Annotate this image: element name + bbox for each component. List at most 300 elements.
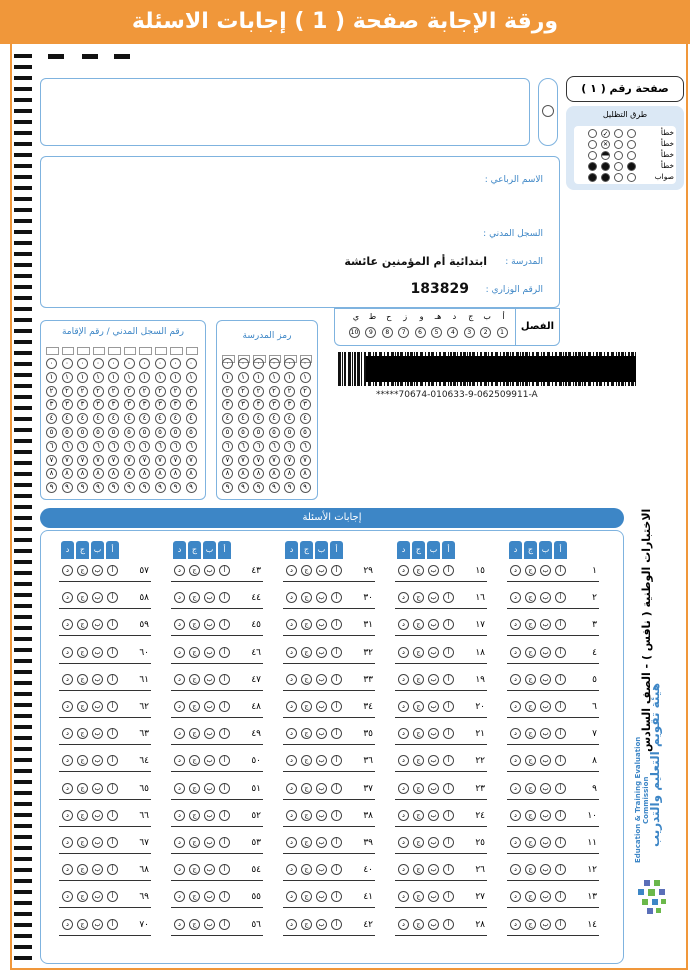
answer-bubble[interactable]: ب: [540, 919, 551, 930]
digit-bubble[interactable]: ٣: [238, 399, 249, 410]
answer-bubble[interactable]: ب: [540, 891, 551, 902]
digit-bubble[interactable]: ٩: [93, 482, 104, 493]
class-bubble[interactable]: 1: [497, 327, 508, 338]
digit-bubble[interactable]: ٥: [222, 427, 233, 438]
digit-bubble[interactable]: ٣: [170, 399, 181, 410]
class-bubble[interactable]: 2: [480, 327, 491, 338]
digit-bubble[interactable]: ٦: [62, 441, 73, 452]
digit-bubble[interactable]: ٢: [155, 386, 166, 397]
digit-bubble[interactable]: ٤: [269, 413, 280, 424]
answer-bubble[interactable]: ج: [301, 565, 312, 576]
digit-bubble[interactable]: ٣: [46, 399, 57, 410]
answer-bubble[interactable]: ب: [204, 701, 215, 712]
answer-bubble[interactable]: ب: [428, 619, 439, 630]
digit-bubble[interactable]: ٨: [77, 468, 88, 479]
digit-bubble[interactable]: ٣: [155, 399, 166, 410]
digit-bubble[interactable]: ٥: [300, 427, 311, 438]
digit-bubble[interactable]: ٢: [284, 386, 295, 397]
digit-bubble[interactable]: ٠: [46, 358, 57, 369]
digit-bubble[interactable]: ٣: [124, 399, 135, 410]
answer-bubble[interactable]: أ: [443, 674, 454, 685]
digit-bubble[interactable]: ٠: [300, 358, 311, 369]
digit-bubble[interactable]: ٩: [46, 482, 57, 493]
digit-bubble[interactable]: ١: [238, 372, 249, 383]
answer-bubble[interactable]: د: [510, 919, 521, 930]
answer-bubble[interactable]: ب: [540, 701, 551, 712]
answer-bubble[interactable]: أ: [443, 647, 454, 658]
answer-bubble[interactable]: ج: [77, 919, 88, 930]
answer-bubble[interactable]: أ: [107, 592, 118, 603]
digit-bubble[interactable]: ٠: [222, 358, 233, 369]
answer-bubble[interactable]: أ: [555, 565, 566, 576]
digit-bubble[interactable]: ٨: [108, 468, 119, 479]
answer-bubble[interactable]: ب: [428, 565, 439, 576]
answer-bubble[interactable]: ج: [301, 674, 312, 685]
answer-bubble[interactable]: ج: [77, 783, 88, 794]
answer-bubble[interactable]: ج: [525, 674, 536, 685]
answer-bubble[interactable]: د: [510, 674, 521, 685]
answer-bubble[interactable]: ب: [428, 810, 439, 821]
digit-bubble[interactable]: ٥: [238, 427, 249, 438]
answer-bubble[interactable]: د: [286, 837, 297, 848]
answer-bubble[interactable]: ج: [301, 647, 312, 658]
answer-bubble[interactable]: د: [286, 592, 297, 603]
digit-bubble[interactable]: ٥: [170, 427, 181, 438]
answer-bubble[interactable]: أ: [107, 837, 118, 848]
digit-bubble[interactable]: ٦: [77, 441, 88, 452]
answer-bubble[interactable]: د: [286, 891, 297, 902]
answer-bubble[interactable]: ج: [189, 619, 200, 630]
answer-bubble[interactable]: د: [174, 837, 185, 848]
answer-bubble[interactable]: ب: [540, 565, 551, 576]
answer-bubble[interactable]: ج: [189, 810, 200, 821]
digit-bubble[interactable]: ٠: [77, 358, 88, 369]
answer-bubble[interactable]: أ: [443, 619, 454, 630]
digit-bubble[interactable]: ٨: [170, 468, 181, 479]
answer-bubble[interactable]: ب: [428, 647, 439, 658]
answer-bubble[interactable]: أ: [555, 864, 566, 875]
answer-bubble[interactable]: ج: [189, 891, 200, 902]
answer-bubble[interactable]: ج: [413, 619, 424, 630]
digit-bubble[interactable]: ٢: [139, 386, 150, 397]
digit-bubble[interactable]: ٣: [186, 399, 197, 410]
answer-bubble[interactable]: أ: [443, 701, 454, 712]
digit-bubble[interactable]: ٦: [253, 441, 264, 452]
answer-bubble[interactable]: ب: [92, 783, 103, 794]
answer-bubble[interactable]: ب: [540, 592, 551, 603]
answer-bubble[interactable]: د: [62, 701, 73, 712]
digit-bubble[interactable]: ٠: [253, 358, 264, 369]
digit-bubble[interactable]: ٩: [238, 482, 249, 493]
answer-bubble[interactable]: أ: [555, 783, 566, 794]
answer-bubble[interactable]: ب: [316, 647, 327, 658]
digit-bubble[interactable]: ٣: [139, 399, 150, 410]
answer-bubble[interactable]: ب: [204, 810, 215, 821]
answer-bubble[interactable]: ج: [525, 783, 536, 794]
answer-bubble[interactable]: ج: [525, 647, 536, 658]
digit-write-box[interactable]: [186, 347, 199, 355]
answer-bubble[interactable]: د: [510, 783, 521, 794]
answer-bubble[interactable]: ب: [204, 674, 215, 685]
digit-bubble[interactable]: ٨: [300, 468, 311, 479]
answer-bubble[interactable]: أ: [331, 755, 342, 766]
answer-bubble[interactable]: د: [62, 891, 73, 902]
answer-bubble[interactable]: ب: [316, 701, 327, 712]
answer-bubble[interactable]: ج: [413, 810, 424, 821]
digit-bubble[interactable]: ١: [222, 372, 233, 383]
answer-bubble[interactable]: ب: [204, 619, 215, 630]
answer-bubble[interactable]: د: [398, 647, 409, 658]
answer-bubble[interactable]: أ: [219, 619, 230, 630]
answer-bubble[interactable]: أ: [443, 837, 454, 848]
answer-bubble[interactable]: د: [62, 565, 73, 576]
digit-bubble[interactable]: ٥: [269, 427, 280, 438]
digit-bubble[interactable]: ٢: [300, 386, 311, 397]
digit-bubble[interactable]: ٢: [124, 386, 135, 397]
digit-bubble[interactable]: ٢: [269, 386, 280, 397]
answer-bubble[interactable]: أ: [107, 864, 118, 875]
answer-bubble[interactable]: ج: [301, 755, 312, 766]
digit-bubble[interactable]: ٢: [186, 386, 197, 397]
answer-bubble[interactable]: ج: [189, 647, 200, 658]
answer-bubble[interactable]: د: [62, 919, 73, 930]
answer-bubble[interactable]: د: [62, 728, 73, 739]
digit-bubble[interactable]: ٥: [139, 427, 150, 438]
answer-bubble[interactable]: ب: [428, 674, 439, 685]
digit-bubble[interactable]: ٠: [62, 358, 73, 369]
answer-bubble[interactable]: ب: [92, 810, 103, 821]
digit-bubble[interactable]: ٠: [155, 358, 166, 369]
digit-bubble[interactable]: ٩: [284, 482, 295, 493]
answer-bubble[interactable]: ب: [316, 783, 327, 794]
answer-bubble[interactable]: د: [286, 674, 297, 685]
digit-bubble[interactable]: ٠: [124, 358, 135, 369]
digit-bubble[interactable]: ٨: [269, 468, 280, 479]
answer-bubble[interactable]: د: [62, 674, 73, 685]
answer-bubble[interactable]: أ: [331, 783, 342, 794]
answer-bubble[interactable]: ج: [413, 919, 424, 930]
digit-bubble[interactable]: ١: [269, 372, 280, 383]
digit-bubble[interactable]: ٧: [186, 455, 197, 466]
answer-bubble[interactable]: د: [174, 701, 185, 712]
digit-bubble[interactable]: ٤: [139, 413, 150, 424]
answer-bubble[interactable]: د: [510, 837, 521, 848]
answer-bubble[interactable]: أ: [443, 783, 454, 794]
digit-bubble[interactable]: ٩: [170, 482, 181, 493]
digit-bubble[interactable]: ٨: [253, 468, 264, 479]
answer-bubble[interactable]: ب: [316, 810, 327, 821]
answer-bubble[interactable]: أ: [331, 919, 342, 930]
digit-bubble[interactable]: ٩: [253, 482, 264, 493]
digit-bubble[interactable]: ٦: [93, 441, 104, 452]
answer-bubble[interactable]: ب: [428, 891, 439, 902]
answer-bubble[interactable]: د: [398, 701, 409, 712]
digit-bubble[interactable]: ٤: [300, 413, 311, 424]
answer-bubble[interactable]: ج: [77, 864, 88, 875]
answer-bubble[interactable]: أ: [443, 592, 454, 603]
digit-write-box[interactable]: [46, 347, 59, 355]
answer-bubble[interactable]: د: [286, 619, 297, 630]
digit-bubble[interactable]: ٥: [108, 427, 119, 438]
digit-bubble[interactable]: ٢: [222, 386, 233, 397]
answer-bubble[interactable]: د: [174, 783, 185, 794]
digit-bubble[interactable]: ٩: [269, 482, 280, 493]
answer-bubble[interactable]: ب: [204, 864, 215, 875]
answer-bubble[interactable]: ج: [525, 701, 536, 712]
answer-bubble[interactable]: أ: [443, 755, 454, 766]
digit-bubble[interactable]: ١: [124, 372, 135, 383]
digit-bubble[interactable]: ١: [170, 372, 181, 383]
answer-bubble[interactable]: أ: [555, 891, 566, 902]
digit-bubble[interactable]: ٤: [222, 413, 233, 424]
answer-bubble[interactable]: ج: [189, 565, 200, 576]
answer-bubble[interactable]: د: [286, 728, 297, 739]
digit-bubble[interactable]: ٩: [124, 482, 135, 493]
digit-bubble[interactable]: ٦: [124, 441, 135, 452]
answer-bubble[interactable]: ج: [301, 592, 312, 603]
answer-bubble[interactable]: د: [174, 674, 185, 685]
digit-write-box[interactable]: [93, 347, 106, 355]
digit-bubble[interactable]: ٨: [62, 468, 73, 479]
answer-bubble[interactable]: أ: [555, 837, 566, 848]
digit-bubble[interactable]: ١: [62, 372, 73, 383]
answer-bubble[interactable]: د: [510, 647, 521, 658]
answer-bubble[interactable]: ج: [77, 891, 88, 902]
civil-bubble-grid[interactable]: [45, 347, 201, 497]
answer-bubble[interactable]: د: [286, 864, 297, 875]
answer-bubble[interactable]: أ: [555, 592, 566, 603]
answer-bubble[interactable]: ب: [428, 837, 439, 848]
answer-bubble[interactable]: ج: [413, 647, 424, 658]
answer-bubble[interactable]: ب: [92, 647, 103, 658]
answer-bubble[interactable]: أ: [219, 837, 230, 848]
answer-bubble[interactable]: ج: [77, 674, 88, 685]
answer-bubble[interactable]: د: [398, 619, 409, 630]
answer-bubble[interactable]: ج: [413, 864, 424, 875]
answer-bubble[interactable]: ب: [92, 891, 103, 902]
answer-bubble[interactable]: ج: [525, 755, 536, 766]
answer-bubble[interactable]: ج: [77, 647, 88, 658]
answer-bubble[interactable]: ج: [413, 728, 424, 739]
answer-bubble[interactable]: ج: [301, 919, 312, 930]
digit-bubble[interactable]: ٦: [238, 441, 249, 452]
answer-bubble[interactable]: ب: [316, 619, 327, 630]
digit-bubble[interactable]: ٧: [170, 455, 181, 466]
answer-bubble[interactable]: أ: [107, 674, 118, 685]
answer-bubble[interactable]: أ: [107, 647, 118, 658]
digit-bubble[interactable]: ١: [46, 372, 57, 383]
answer-bubble[interactable]: ج: [525, 919, 536, 930]
digit-bubble[interactable]: ٤: [93, 413, 104, 424]
answer-bubble[interactable]: ج: [77, 619, 88, 630]
answer-bubble[interactable]: د: [286, 565, 297, 576]
digit-bubble[interactable]: ٥: [124, 427, 135, 438]
digit-bubble[interactable]: ٧: [124, 455, 135, 466]
digit-bubble[interactable]: ٥: [62, 427, 73, 438]
digit-bubble[interactable]: ٣: [300, 399, 311, 410]
answer-bubble[interactable]: ج: [413, 674, 424, 685]
answer-bubble[interactable]: ج: [525, 837, 536, 848]
answer-bubble[interactable]: أ: [443, 810, 454, 821]
digit-bubble[interactable]: ٣: [108, 399, 119, 410]
answer-bubble[interactable]: ج: [525, 891, 536, 902]
digit-bubble[interactable]: ٤: [253, 413, 264, 424]
answer-bubble[interactable]: أ: [331, 619, 342, 630]
digit-bubble[interactable]: ٨: [222, 468, 233, 479]
digit-bubble[interactable]: ٢: [108, 386, 119, 397]
digit-bubble[interactable]: ٢: [253, 386, 264, 397]
answer-bubble[interactable]: ب: [316, 728, 327, 739]
digit-bubble[interactable]: ٣: [253, 399, 264, 410]
digit-write-box[interactable]: [155, 347, 168, 355]
answer-bubble[interactable]: ب: [204, 592, 215, 603]
answer-bubble[interactable]: أ: [555, 701, 566, 712]
answer-bubble[interactable]: ج: [189, 728, 200, 739]
digit-bubble[interactable]: ٣: [284, 399, 295, 410]
digit-bubble[interactable]: ٤: [108, 413, 119, 424]
answer-bubble[interactable]: ب: [540, 728, 551, 739]
digit-bubble[interactable]: ٣: [269, 399, 280, 410]
answer-bubble[interactable]: ب: [428, 728, 439, 739]
digit-bubble[interactable]: ٤: [170, 413, 181, 424]
answer-bubble[interactable]: د: [174, 728, 185, 739]
answer-bubble[interactable]: أ: [331, 674, 342, 685]
answer-bubble[interactable]: أ: [107, 783, 118, 794]
answer-bubble[interactable]: ب: [428, 592, 439, 603]
answer-bubble[interactable]: ب: [428, 783, 439, 794]
answer-bubble[interactable]: أ: [331, 592, 342, 603]
answer-bubble[interactable]: ب: [92, 864, 103, 875]
answer-bubble[interactable]: أ: [443, 728, 454, 739]
answer-bubble[interactable]: د: [398, 891, 409, 902]
answer-bubble[interactable]: ج: [301, 783, 312, 794]
digit-bubble[interactable]: ٤: [238, 413, 249, 424]
digit-bubble[interactable]: ٨: [139, 468, 150, 479]
answer-bubble[interactable]: ج: [189, 674, 200, 685]
answer-bubble[interactable]: ج: [189, 701, 200, 712]
answer-bubble[interactable]: أ: [107, 619, 118, 630]
digit-bubble[interactable]: ٤: [46, 413, 57, 424]
answer-bubble[interactable]: أ: [107, 755, 118, 766]
digit-bubble[interactable]: ١: [93, 372, 104, 383]
digit-bubble[interactable]: ٠: [93, 358, 104, 369]
answer-bubble[interactable]: أ: [219, 783, 230, 794]
digit-bubble[interactable]: ٩: [300, 482, 311, 493]
answer-bubble[interactable]: أ: [107, 701, 118, 712]
answer-bubble[interactable]: ج: [77, 755, 88, 766]
digit-bubble[interactable]: ٣: [222, 399, 233, 410]
digit-bubble[interactable]: ٩: [222, 482, 233, 493]
digit-bubble[interactable]: ١: [139, 372, 150, 383]
answer-bubble[interactable]: د: [510, 755, 521, 766]
answer-bubble[interactable]: ج: [301, 701, 312, 712]
digit-bubble[interactable]: ٠: [170, 358, 181, 369]
answer-bubble[interactable]: ب: [92, 755, 103, 766]
answer-bubble[interactable]: ب: [204, 919, 215, 930]
digit-bubble[interactable]: ٩: [108, 482, 119, 493]
digit-bubble[interactable]: ٥: [284, 427, 295, 438]
digit-bubble[interactable]: ٠: [108, 358, 119, 369]
answer-bubble[interactable]: أ: [107, 728, 118, 739]
answer-bubble[interactable]: ب: [316, 864, 327, 875]
answer-bubble[interactable]: ب: [204, 647, 215, 658]
answer-bubble[interactable]: د: [510, 701, 521, 712]
answer-bubble[interactable]: د: [398, 919, 409, 930]
digit-bubble[interactable]: ١: [186, 372, 197, 383]
digit-write-box[interactable]: [62, 347, 75, 355]
answer-bubble[interactable]: د: [510, 864, 521, 875]
digit-bubble[interactable]: ٧: [62, 455, 73, 466]
answer-bubble[interactable]: ب: [92, 837, 103, 848]
answer-bubble[interactable]: ج: [189, 755, 200, 766]
answer-bubble[interactable]: ج: [413, 891, 424, 902]
class-bubble[interactable]: 7: [398, 327, 409, 338]
answer-bubble[interactable]: ب: [316, 919, 327, 930]
answer-bubble[interactable]: ب: [92, 701, 103, 712]
digit-bubble[interactable]: ١: [77, 372, 88, 383]
answer-bubble[interactable]: أ: [555, 755, 566, 766]
answer-bubble[interactable]: أ: [219, 864, 230, 875]
class-bubble[interactable]: 3: [464, 327, 475, 338]
answer-bubble[interactable]: ب: [540, 810, 551, 821]
answer-bubble[interactable]: ج: [77, 565, 88, 576]
digit-bubble[interactable]: ٥: [46, 427, 57, 438]
digit-bubble[interactable]: ٢: [170, 386, 181, 397]
answer-bubble[interactable]: د: [398, 837, 409, 848]
answer-bubble[interactable]: أ: [219, 891, 230, 902]
answer-bubble[interactable]: د: [286, 701, 297, 712]
answer-bubble[interactable]: ب: [540, 647, 551, 658]
answer-bubble[interactable]: ج: [189, 919, 200, 930]
answer-bubble[interactable]: ب: [540, 864, 551, 875]
answer-bubble[interactable]: د: [286, 647, 297, 658]
digit-bubble[interactable]: ٠: [269, 358, 280, 369]
answer-bubble[interactable]: أ: [443, 919, 454, 930]
digit-bubble[interactable]: ٥: [93, 427, 104, 438]
answer-bubble[interactable]: د: [510, 810, 521, 821]
digit-bubble[interactable]: ٨: [46, 468, 57, 479]
digit-bubble[interactable]: ١: [108, 372, 119, 383]
answer-bubble[interactable]: ب: [540, 783, 551, 794]
answer-bubble[interactable]: ج: [413, 592, 424, 603]
answer-bubble[interactable]: ب: [204, 565, 215, 576]
answer-bubble[interactable]: ج: [301, 837, 312, 848]
answer-bubble[interactable]: د: [398, 755, 409, 766]
answer-bubble[interactable]: ب: [428, 864, 439, 875]
digit-bubble[interactable]: ٧: [222, 455, 233, 466]
class-bubble[interactable]: 8: [382, 327, 393, 338]
answer-bubble[interactable]: أ: [331, 647, 342, 658]
digit-bubble[interactable]: ٧: [269, 455, 280, 466]
class-bubble[interactable]: 6: [415, 327, 426, 338]
digit-bubble[interactable]: ٦: [269, 441, 280, 452]
answer-bubble[interactable]: ج: [301, 864, 312, 875]
answer-bubble[interactable]: د: [398, 674, 409, 685]
digit-bubble[interactable]: ٧: [93, 455, 104, 466]
answer-bubble[interactable]: د: [286, 919, 297, 930]
answer-bubble[interactable]: أ: [219, 701, 230, 712]
answer-bubble[interactable]: أ: [555, 647, 566, 658]
digit-bubble[interactable]: ١: [300, 372, 311, 383]
answer-bubble[interactable]: ج: [77, 810, 88, 821]
digit-bubble[interactable]: ٤: [186, 413, 197, 424]
digit-bubble[interactable]: ٠: [238, 358, 249, 369]
digit-bubble[interactable]: ٧: [139, 455, 150, 466]
answer-bubble[interactable]: أ: [107, 565, 118, 576]
answer-bubble[interactable]: أ: [331, 810, 342, 821]
answer-bubble[interactable]: د: [510, 728, 521, 739]
answer-bubble[interactable]: د: [398, 864, 409, 875]
